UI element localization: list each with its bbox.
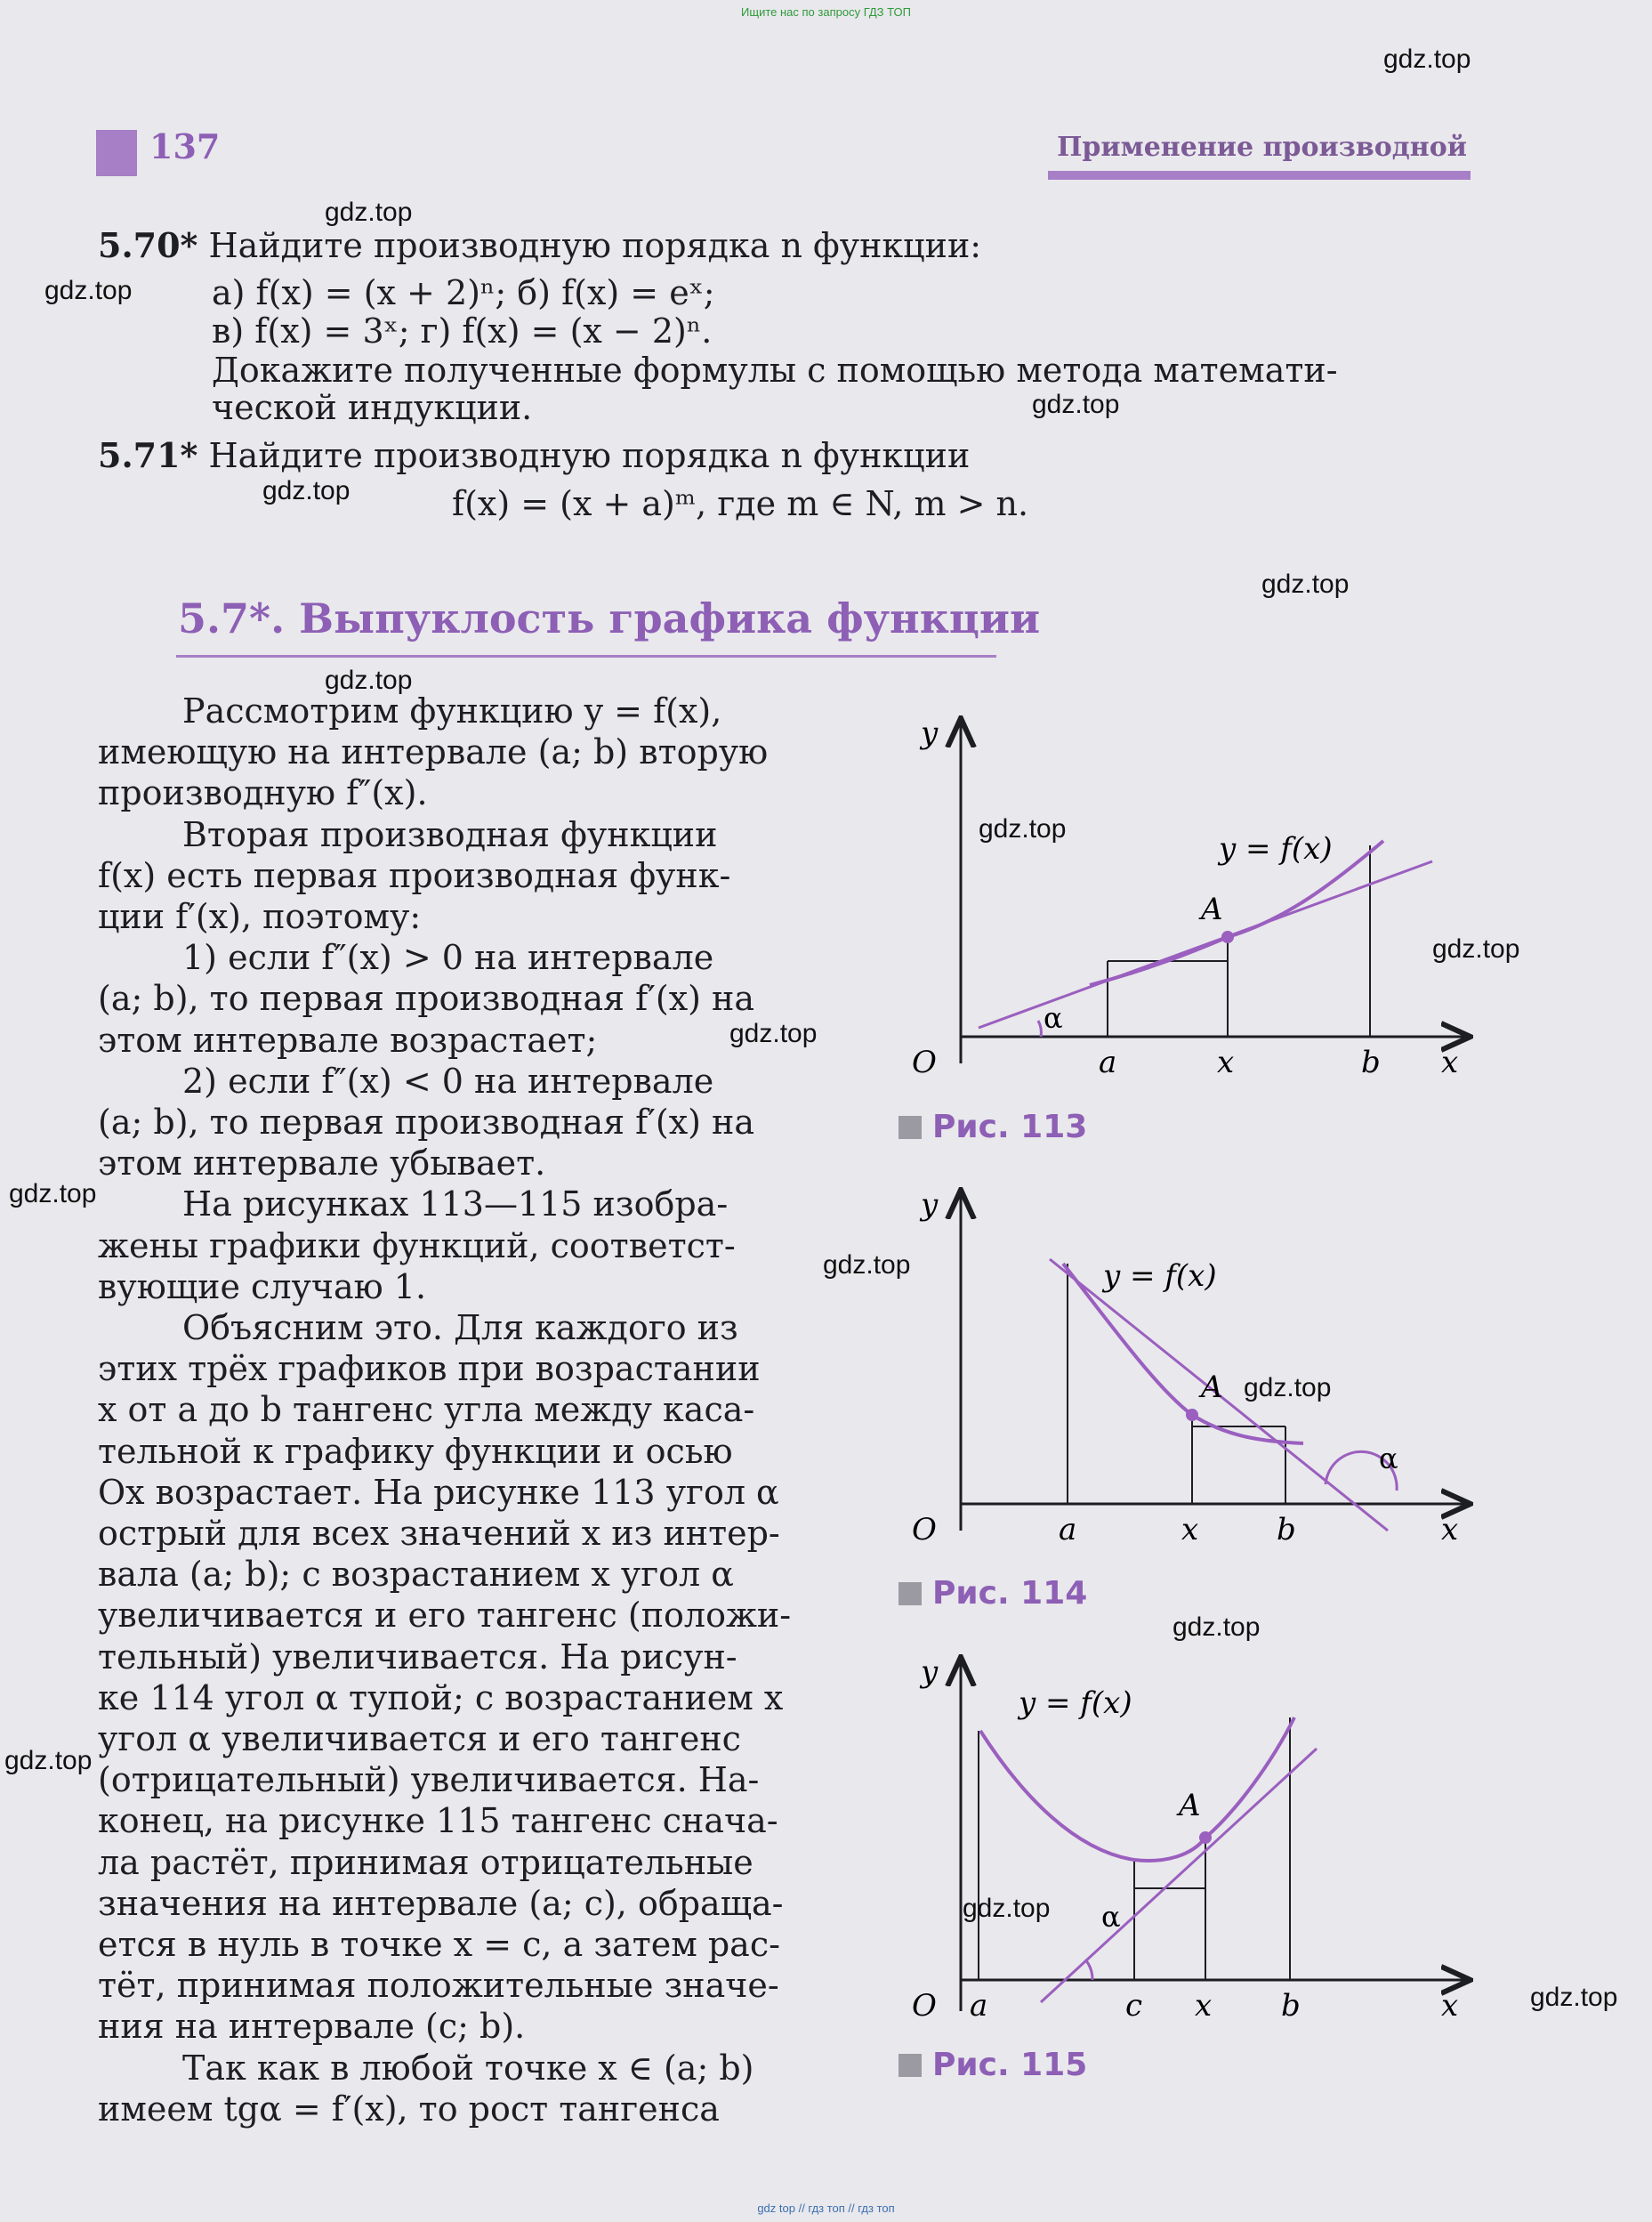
- body-line: имеющую на интервале (a; b) вторую: [98, 732, 769, 772]
- label-x: x: [1441, 1988, 1459, 2024]
- page-number: 137: [149, 126, 221, 166]
- body-line: жены графики функций, соответст-: [98, 1225, 736, 1265]
- body-line: производную f″(x).: [98, 773, 428, 813]
- problem-5-70-line-2: а) f(x) = (x + 2)ⁿ; б) f(x) = eˣ;: [212, 273, 715, 312]
- point-A: [1199, 1831, 1212, 1844]
- watermark: gdz.top: [1244, 1373, 1332, 1402]
- body-line: 2) если f″(x) < 0 на интервале: [182, 1061, 714, 1101]
- figure-115-caption: [899, 2047, 1087, 2083]
- label-O: O: [912, 1045, 937, 1080]
- body-line: ции f′(x), поэтому:: [98, 897, 422, 936]
- caption-text: Рис. 113: [932, 1109, 1088, 1145]
- figure-113-caption: [899, 1109, 1087, 1145]
- watermark: gdz.top: [1383, 44, 1471, 74]
- problem-5-70-line-5: ческой индукции.: [212, 388, 533, 427]
- caption-marker: [899, 2054, 922, 2077]
- body-line: этих трёх графиков при возрастании: [98, 1349, 761, 1389]
- body-line: значения на интервале (a; c), обраща-: [98, 1883, 784, 1923]
- body-line: тельный) увеличивается. На рисун-: [98, 1636, 737, 1677]
- body-line: Так как в любой точке x ∈ (a; b): [182, 2048, 754, 2088]
- watermark: gdz.top: [325, 666, 413, 695]
- problem-5-70-line-1: [98, 222, 981, 269]
- caption-text: Рис. 114: [932, 1575, 1088, 1612]
- body-line: увеличивается и его тангенс (положи-: [98, 1596, 792, 1636]
- label-a: a: [1059, 1512, 1077, 1547]
- tangent-line: [1041, 1749, 1317, 2002]
- label-func: y = f(x): [1219, 831, 1333, 867]
- problem-5-70-line-4: Докажите полученные формулы с помощью метода математи-: [212, 351, 1338, 390]
- body-line: Рассмотрим функцию y = f(x),: [182, 691, 722, 731]
- figure-113: [899, 712, 1486, 1086]
- watermark: gdz.top: [1032, 390, 1120, 419]
- body-line: острый для всех значений x из интер-: [98, 1514, 780, 1553]
- body-line: имеем tgα = f′(x), то рост тангенса: [98, 2089, 720, 2129]
- watermark: gdz.top: [44, 276, 133, 305]
- body-line: (отрицательный) увеличивается. На-: [98, 1760, 760, 1800]
- caption-text: Рис. 115: [932, 2047, 1088, 2083]
- body-line: x от a до b тангенс угла между каса-: [98, 1390, 755, 1430]
- watermark: gdz.top: [1432, 934, 1520, 964]
- body-line: этом интервале возрастает;: [98, 1020, 598, 1060]
- problem-5-71-line-2: f(x) = (x + a)ᵐ, где m ∈ N, m > n.: [452, 484, 1029, 523]
- header-rule: [1048, 171, 1471, 180]
- problem-text: Найдите производную порядка n функции:: [208, 226, 982, 265]
- body-line: ется в нуль в точке x = c, а затем рас-: [98, 1925, 780, 1964]
- label-b: b: [1281, 1988, 1301, 2024]
- watermark: gdz.top: [9, 1179, 97, 1208]
- label-a: a: [970, 1988, 988, 2024]
- problem-5-70-line-3: в) f(x) = 3ˣ; г) f(x) = (x − 2)ⁿ.: [212, 311, 713, 351]
- bottom-note: gdz top // гдз топ // гдз топ: [757, 2202, 895, 2215]
- label-y: y: [921, 1654, 939, 1690]
- angle-arc: [1085, 1959, 1092, 1980]
- problem-number: 5.71*: [98, 435, 198, 475]
- watermark: gdz.top: [262, 476, 351, 505]
- body-line: угол α увеличивается и его тангенс: [98, 1719, 741, 1758]
- body-line: этом интервале убывает.: [98, 1143, 546, 1184]
- page-header: [96, 123, 1471, 182]
- label-x: x: [1441, 1512, 1459, 1547]
- angle-arc: [1038, 1021, 1041, 1037]
- label-a: a: [1099, 1045, 1117, 1080]
- label-A: A: [1201, 892, 1223, 927]
- label-alpha: α: [1379, 1442, 1398, 1475]
- body-line: ла растёт, принимая отрицательные: [98, 1842, 753, 1882]
- watermark: gdz.top: [729, 1019, 818, 1048]
- label-x-value: x: [1181, 1512, 1199, 1547]
- chapter-title: Применение производной: [1057, 132, 1467, 163]
- label-x: x: [1441, 1045, 1459, 1080]
- watermark: gdz.top: [325, 198, 413, 227]
- body-line: ке 114 угол α тупой; с возрастанием x: [98, 1677, 784, 1717]
- watermark: gdz.top: [1173, 1612, 1261, 1642]
- body-line: ния на интервале (c; b).: [98, 2007, 526, 2047]
- caption-marker: [899, 1116, 922, 1139]
- point-A: [1221, 931, 1234, 943]
- watermark: gdz.top: [823, 1250, 911, 1280]
- watermark: gdz.top: [1261, 570, 1350, 599]
- label-b: b: [1277, 1512, 1296, 1547]
- body-line: вала (a; b); с возрастанием x угол α: [98, 1555, 734, 1595]
- top-note: Ищите нас по запросу ГДЗ ТОП: [741, 5, 911, 19]
- watermark: gdz.top: [4, 1746, 93, 1775]
- figure-114: [899, 1175, 1486, 1548]
- label-x-value: x: [1217, 1045, 1235, 1080]
- label-alpha: α: [1101, 1900, 1121, 1934]
- body-line: Объясним это. Для каждого из: [182, 1308, 738, 1347]
- label-O: O: [912, 1512, 937, 1547]
- label-c: c: [1125, 1988, 1143, 2024]
- body-line: Вторая производная функции: [182, 814, 718, 854]
- label-O: O: [912, 1988, 937, 2024]
- body-line: тельной к графику функции и осью: [98, 1431, 733, 1471]
- section-rule: [176, 655, 996, 658]
- body-line: (a; b), то первая производная f′(x) на: [98, 979, 755, 1019]
- label-b: b: [1361, 1045, 1381, 1080]
- problem-5-71-line-1: [98, 432, 970, 479]
- body-line: вующие случаю 1.: [98, 1266, 427, 1306]
- body-line: тёт, принимая положительные значе-: [98, 1966, 779, 2006]
- header-marker: [96, 130, 137, 176]
- body-line: конец, на рисунке 115 тангенс снача-: [98, 1801, 778, 1841]
- watermark: gdz.top: [963, 1894, 1051, 1923]
- label-alpha: α: [1044, 1001, 1063, 1035]
- caption-marker: [899, 1582, 922, 1605]
- section-title: 5.7*. Выпуклость графика функции: [178, 594, 1041, 642]
- problem-number: 5.70*: [98, 225, 198, 265]
- body-line: (a; b), то первая производная f′(x) на: [98, 1103, 755, 1142]
- watermark: gdz.top: [979, 814, 1067, 844]
- point-A: [1186, 1409, 1198, 1421]
- body-line: На рисунках 113—115 изобра-: [182, 1184, 729, 1224]
- label-A: A: [1179, 1788, 1201, 1823]
- label-y: y: [921, 1187, 939, 1223]
- problem-text: Найдите производную порядка n функции: [208, 436, 971, 475]
- figure-114-caption: [899, 1575, 1087, 1612]
- label-y: y: [921, 715, 939, 751]
- label-x-value: x: [1195, 1988, 1213, 2024]
- body-line: f(x) есть первая производная функ-: [98, 855, 731, 895]
- function-curve: [980, 1717, 1294, 1861]
- figure-115: [899, 1646, 1486, 2038]
- label-func: y = f(x): [1019, 1685, 1132, 1721]
- label-A: A: [1201, 1370, 1223, 1405]
- body-line: 1) если f″(x) > 0 на интервале: [182, 938, 714, 978]
- body-line: Ox возрастает. На рисунке 113 угол α: [98, 1472, 779, 1512]
- watermark: gdz.top: [1530, 1983, 1618, 2012]
- label-func: y = f(x): [1103, 1258, 1217, 1294]
